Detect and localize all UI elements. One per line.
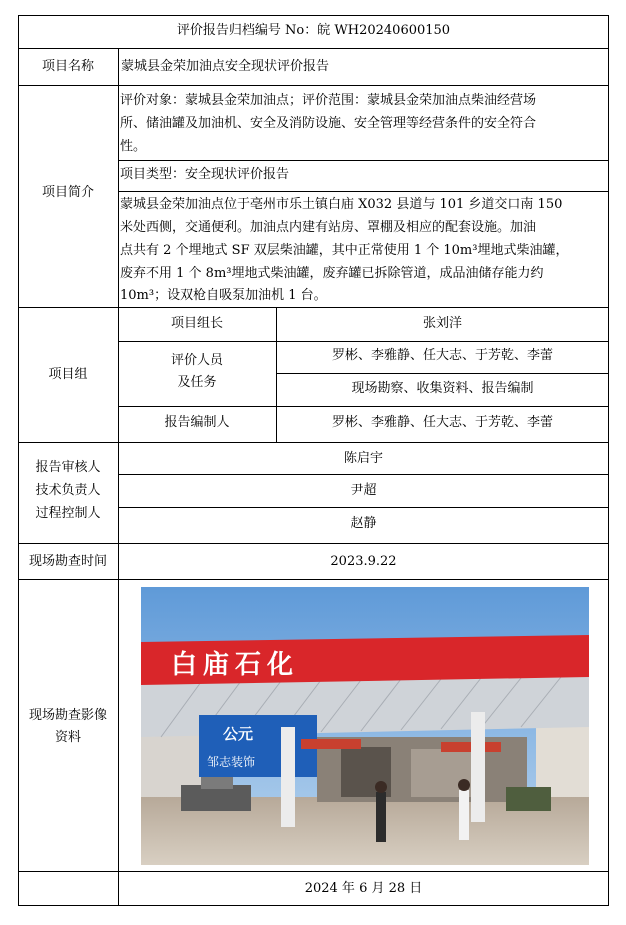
row-divider — [18, 85, 609, 86]
survey-time: 2023.9.22 — [330, 554, 397, 569]
row-divider — [18, 307, 609, 308]
tech: 尹超 — [350, 483, 377, 498]
shop-sign: 公元 — [223, 725, 254, 743]
intro-desc-line: 米处西侧，交通便利。加油点内建有站房、罩棚及相应的配套设施。加油 — [120, 220, 537, 235]
intro-label: 项目简介 — [41, 185, 94, 200]
leader: 张刘洋 — [422, 316, 462, 331]
row-divider — [118, 474, 609, 475]
submit-time: 2024 年 6 月 28 日 — [304, 881, 423, 896]
row-divider — [118, 507, 609, 508]
evaluators: 罗彬、李雅静、任大志、于芳乾、李蕾 — [331, 348, 553, 363]
archive-number: 评价报告归档编号 No：皖 WH20240600150 — [176, 23, 451, 38]
team-label: 项目组 — [48, 367, 88, 382]
reviewer-label: 报告审核人 — [35, 460, 101, 475]
shop-sign: 邹志装饰 — [207, 755, 256, 769]
photo-label: 资料 — [54, 730, 81, 745]
intro-desc-line: 蒙城县金荣加油点位于亳州市乐土镇白庙 X032 县道与 101 乡道交口南 150 — [120, 197, 563, 212]
intro-desc-line: 废弃不用 1 个 8m³埋地式柴油罐，废弃罐已拆除管道，成品油储存能力约 — [120, 266, 544, 281]
process-label: 过程控制人 — [35, 506, 101, 521]
row-divider — [18, 579, 609, 580]
photo-label: 现场勘查影像 — [28, 708, 107, 723]
site-photo — [141, 587, 589, 865]
row-divider — [118, 160, 609, 161]
canopy-sign: 白庙石化 — [171, 650, 300, 680]
row-divider — [18, 48, 609, 49]
intro-type: 项目类型：安全现状评价报告 — [120, 167, 290, 182]
row-divider — [276, 373, 609, 374]
compiler-label: 报告编制人 — [164, 415, 230, 430]
column-divider — [118, 48, 119, 906]
intro-scope-line: 性。 — [120, 139, 147, 154]
row-divider — [118, 406, 609, 407]
survey-time-label: 现场勘查时间 — [28, 554, 107, 569]
row-divider — [118, 191, 609, 192]
tech-label: 技术负责人 — [35, 483, 101, 498]
evaluators-label: 及任务 — [177, 375, 217, 390]
tasks: 现场勘察、收集资料、报告编制 — [351, 381, 534, 396]
project-name: 蒙城县金荣加油点安全现状评价报告 — [121, 59, 330, 74]
project-name-label: 项目名称 — [41, 59, 94, 74]
row-divider — [18, 442, 609, 443]
evaluators-label: 评价人员 — [170, 353, 223, 368]
process: 赵静 — [350, 516, 377, 531]
row-divider — [18, 871, 609, 872]
intro-desc-line: 点共有 2 个埋地式 SF 双层柴油罐，其中正常使用 1 个 10m³埋地式柴油罐， — [120, 243, 569, 258]
reviewer: 陈启宇 — [343, 451, 383, 466]
intro-scope-line: 评价对象：蒙城县金荣加油点；评价范围：蒙城县金荣加油点柴油经营场 — [120, 93, 537, 108]
row-divider — [118, 341, 609, 342]
intro-scope-line: 所、储油罐及加油机、安全及消防设施、安全管理等经营条件的安全符合 — [120, 116, 537, 131]
compilers: 罗彬、李雅静、任大志、于芳乾、李蕾 — [331, 415, 553, 430]
row-divider — [18, 543, 609, 544]
border-bottom — [18, 905, 609, 906]
border-top — [18, 15, 609, 16]
intro-desc-line: 10m³；设双枪自吸泵加油机 1 台。 — [120, 288, 327, 303]
leader-label: 项目组长 — [170, 316, 223, 331]
